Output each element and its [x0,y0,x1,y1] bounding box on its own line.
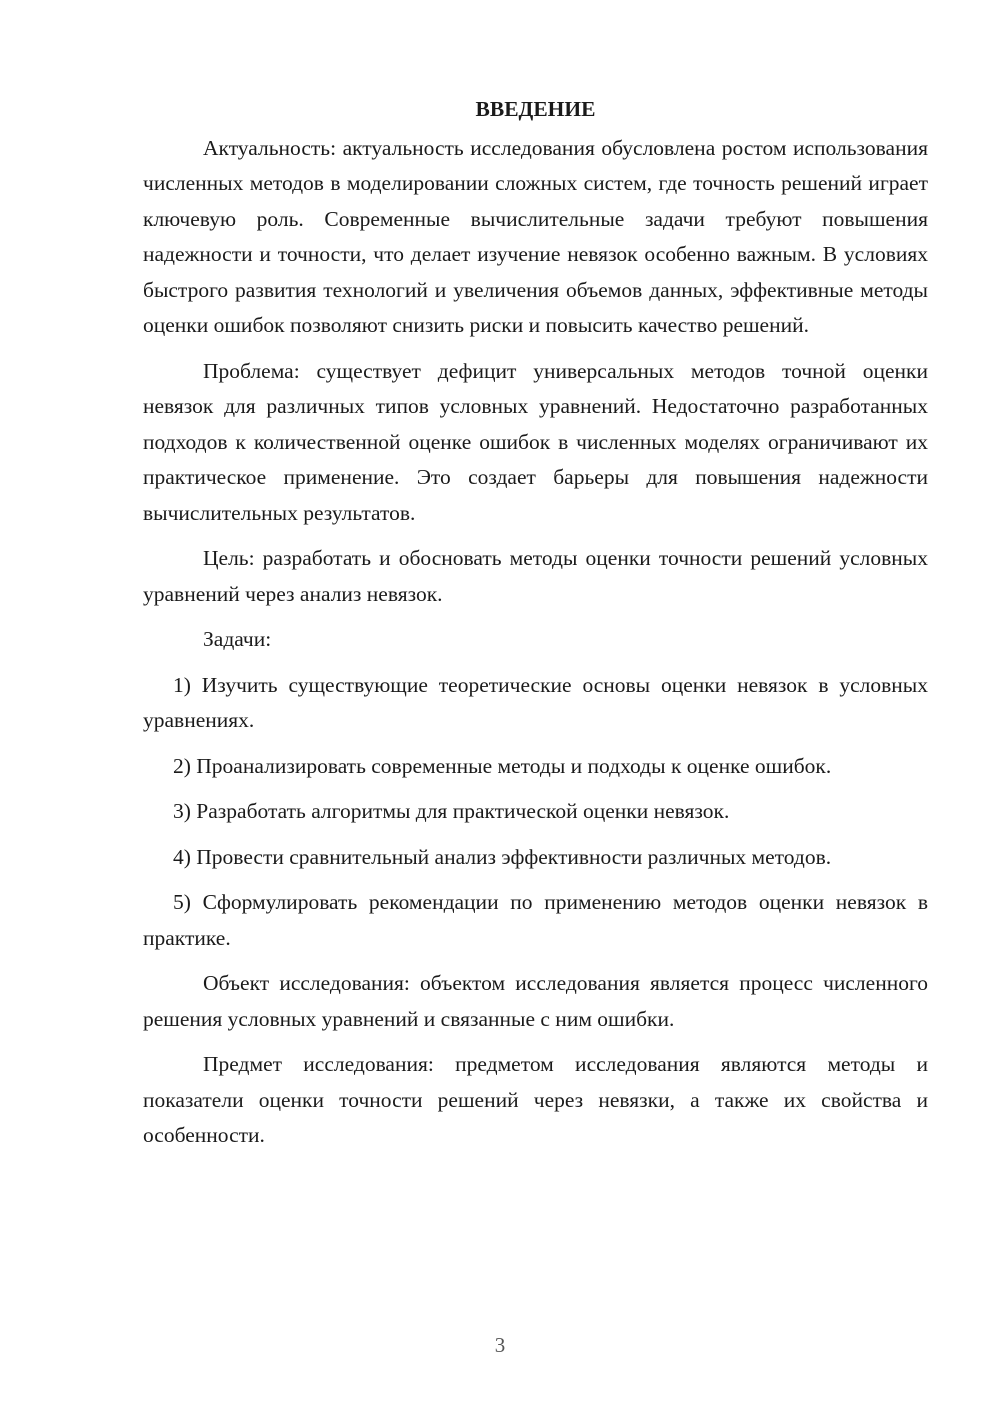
task-item-3: 3) Разработать алгоритмы для практической оценки невязок. [173,799,730,823]
tasks-label: Задачи: [203,627,272,651]
paragraph-problem: Проблема: существует дефицит универсальных методов точной оценки невязок для различных типов условных уравнений. Недостаточно разработанных подходов к количественной оценке ошибок в численных моделях ограничивают их практическое применение. Это создает барьеры для повышения надежности вычислительных результатов. [143,358,928,525]
paragraph-object: Объект исследования: объектом исследования является процесс численного решения условных уравнений и связанные с ним ошибки. [143,971,928,1031]
task-item-2: 2) Проанализировать современные методы и подходы к оценке ошибок. [173,753,832,778]
paragraph-subject: Предмет исследования: предметом исследования являются методы и показатели оценки точности решений через невязки, а также их свойства и особенности. [143,1052,928,1147]
paragraph-relevance: Актуальность: актуальность исследования обусловлена ростом использования численных методов в моделировании сложных систем, где точность решений играет ключевую роль. Современные вычислительные задачи требуют повышения надежности и точности, что делает изучение невязок особенно важным. В условиях быстрого развития технологий и увеличения объемов данных, эффективные методы оценки ошибок позволяют снизить риски и повысить качество решений. [143,135,928,337]
page-number: 3 [494,1333,506,1357]
task-item-5: 5) Сформулировать рекомендации по применению методов оценки невязок в практике. [143,890,928,950]
document-page [143,92,928,1164]
task-item-4: 4) Провести сравнительный анализ эффективности различных методов. [173,844,832,869]
task-item-1: 1) Изучить существующие теоретические основы оценки невязок в условных уравнениях. [143,672,928,732]
section-heading: ВВЕДЕНИЕ [475,97,596,121]
paragraph-goal: Цель: разработать и обосновать методы оценки точности решений условных уравнений через анализ невязок. [143,546,928,606]
